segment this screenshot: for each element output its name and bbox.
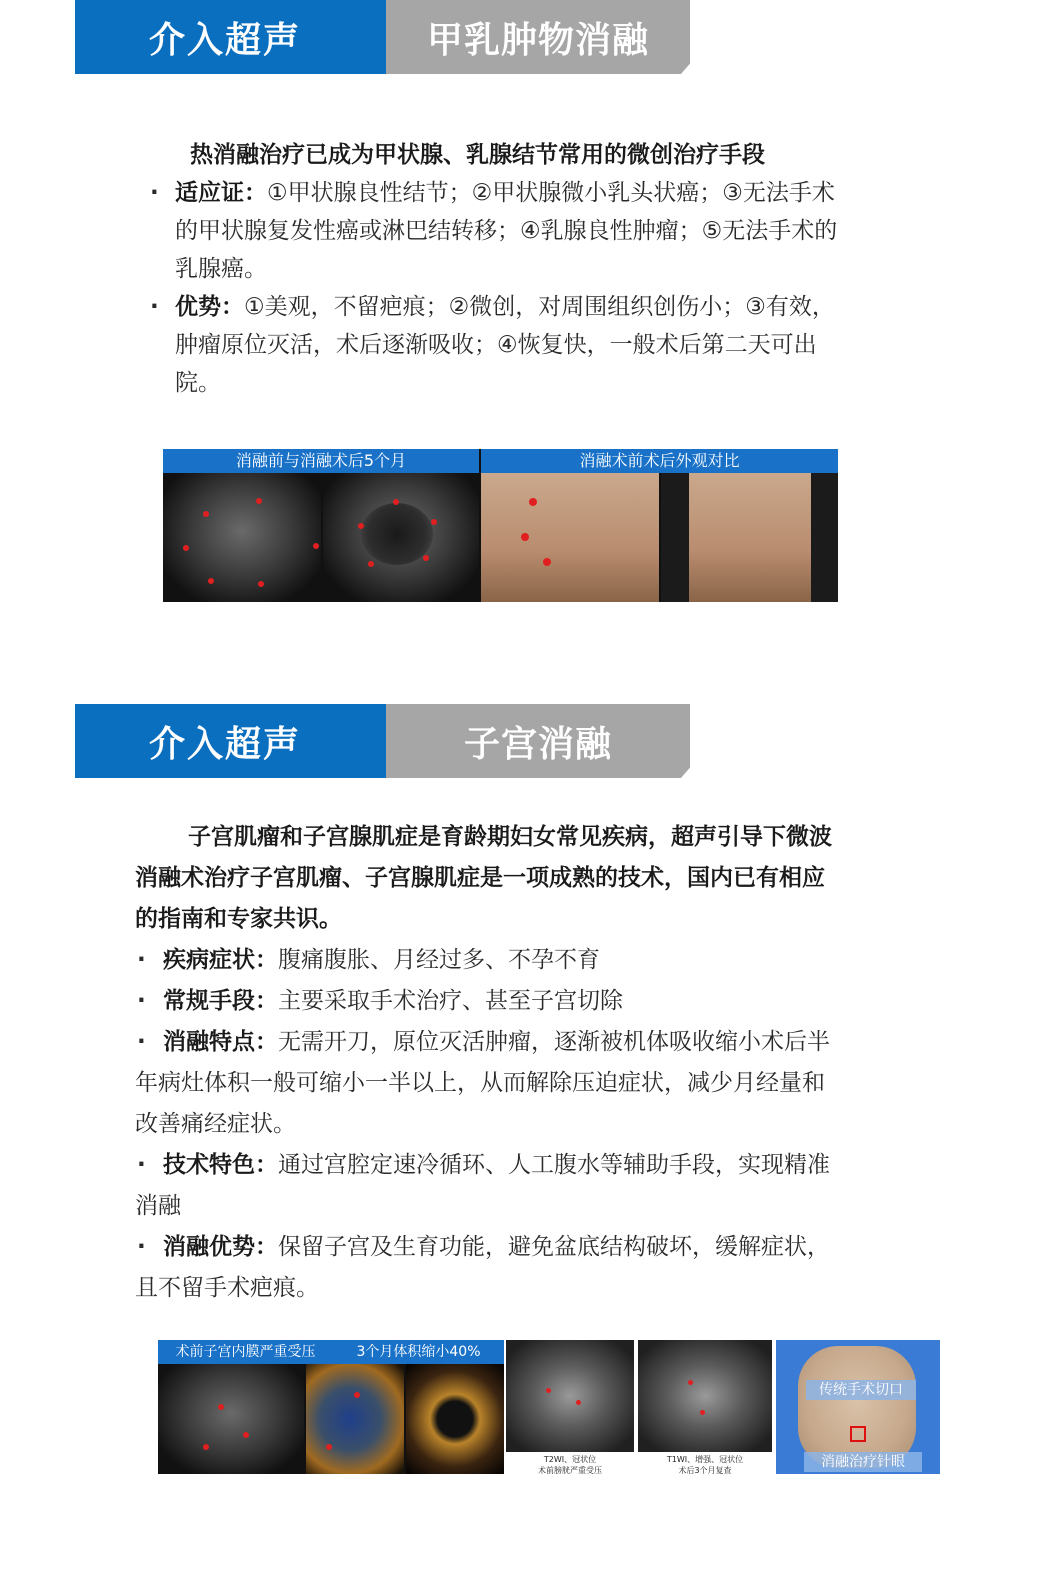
figure-caption-b: 3个月体积缩小40%: [333, 1340, 504, 1364]
bullet: ·: [137, 947, 146, 973]
section1-header: [75, 0, 690, 74]
incision-label: 传统手术切口: [806, 1380, 916, 1400]
mri-t2-image: [506, 1340, 634, 1452]
advantage-item: [163, 1228, 830, 1266]
advantage-line-2: 且不留手术疤痕。: [135, 1275, 319, 1301]
advantage-line-3: 院。: [175, 370, 221, 396]
section2-header: [75, 704, 690, 778]
advantage-line-1: [175, 288, 835, 326]
thyroid-figure: [163, 449, 838, 602]
section2-intro-line-3: 的指南和专家共识。: [135, 906, 342, 932]
bullet: ·: [137, 1152, 146, 1178]
advantage-label: 优势：: [175, 294, 244, 320]
bullet: ·: [150, 180, 159, 206]
section2-intro-line-1: 子宫肌瘤和子宫腺肌症是育龄期妇女常见疾病，超声引导下微波: [188, 824, 832, 850]
needle-label: 消融治疗针眼: [804, 1452, 922, 1472]
conventional-text: 主要采取手术治疗、甚至子宫切除: [278, 988, 623, 1014]
figure-caption-left: 消融前与消融术后5个月: [163, 449, 479, 473]
technique-line-2: 消融: [135, 1193, 181, 1219]
header-title: 甲乳肿物消融: [426, 20, 649, 61]
figure-caption-right: 消融术前术后外观对比: [481, 449, 838, 473]
indication-line-2: 的甲状腺复发性癌或淋巴结转移；④乳腺良性肿瘤；⑤无法手术的: [175, 218, 838, 244]
ablated-lesion: [361, 503, 433, 565]
advantage-text: 保留子宫及生育功能，避免盆底结构破坏，缓解症状，: [278, 1234, 830, 1260]
mri-t1-caption-line-1: T1WI、增强、冠状位: [666, 1455, 744, 1464]
ultrasound-after-image: [323, 473, 479, 602]
mri-t1-image: [638, 1340, 772, 1452]
abdomen-skin: [798, 1346, 916, 1468]
mri-t1-caption-line-2: 术后3个月复查: [678, 1466, 732, 1475]
technique-text: 通过宫腔定速冷循环、人工腹水等辅助手段，实现精准: [278, 1152, 830, 1178]
indication-label: 适应证：: [175, 180, 267, 206]
bullet: ·: [137, 988, 146, 1014]
header-tag: 介入超声: [148, 724, 301, 765]
symptoms-item: [163, 941, 600, 979]
advantage-line-2: 肿瘤原位灭活，术后逐渐吸收；④恢复快，一般术后第二天可出: [175, 332, 817, 358]
ablation-feature-text: 无需开刀，原位灭活肿瘤，逐渐被机体吸收缩小术后半: [278, 1029, 830, 1055]
needle-mark: [850, 1426, 866, 1442]
symptoms-label: 疾病症状：: [163, 947, 278, 973]
ablation-feature-item: [163, 1023, 830, 1061]
ultrasound-before-image: [163, 473, 321, 602]
indication-text: ①甲状腺良性结节；②甲状腺微小乳头状癌；③无法手术: [267, 180, 835, 206]
ablation-feature-line-2: 年病灶体积一般可缩小一半以上，从而解除压迫症状，减少月经量和: [135, 1070, 825, 1096]
header-tag: 介入超声: [148, 20, 301, 61]
ablation-feature-line-3: 改善痛经症状。: [135, 1111, 296, 1137]
indication-line-1: [175, 174, 835, 212]
bullet: ·: [150, 294, 159, 320]
mri-t1-caption: [638, 1454, 772, 1476]
uterus-figure: [158, 1340, 940, 1480]
advantage-text: ①美观，不留疤痕；②微创，对周围组织创伤小；③有效，: [244, 294, 835, 320]
neck-before-photo: [481, 473, 659, 602]
uterus-doppler-image: [306, 1364, 404, 1474]
abdomen-photo: [776, 1340, 940, 1474]
section2-intro-line-2: 消融术治疗子宫肌瘤、子宫腺肌症是一项成熟的技术，国内已有相应: [135, 865, 825, 891]
ablation-feature-label: 消融特点：: [163, 1029, 278, 1055]
uterus-ultrasound-before: [158, 1364, 304, 1474]
bullet: ·: [137, 1234, 146, 1260]
uterus-ultrasound-panel: [158, 1340, 504, 1474]
figure-caption-a: 术前子宫内膜严重受压: [158, 1340, 333, 1364]
bullet: ·: [137, 1029, 146, 1055]
technique-label: 技术特色：: [163, 1152, 278, 1178]
conventional-item: [163, 982, 623, 1020]
technique-item: [163, 1146, 830, 1184]
mri-t2-caption-line-2: 术前膀胱严重受压: [538, 1466, 602, 1475]
mri-t2-caption-line-1: T2WI、冠状位: [543, 1455, 597, 1464]
neck-after-photo: [661, 473, 838, 602]
mri-t2-caption: [506, 1454, 634, 1476]
indication-line-3: 乳腺癌。: [175, 256, 267, 282]
uterus-contrast-image: [406, 1364, 504, 1474]
header-title: 子宫消融: [463, 724, 612, 765]
section1-intro: 热消融治疗已成为甲状腺、乳腺结节常用的微创治疗手段: [190, 142, 765, 168]
conventional-label: 常规手段：: [163, 988, 278, 1014]
symptoms-text: 腹痛腹胀、月经过多、不孕不育: [278, 947, 600, 973]
advantage-label: 消融优势：: [163, 1234, 278, 1260]
